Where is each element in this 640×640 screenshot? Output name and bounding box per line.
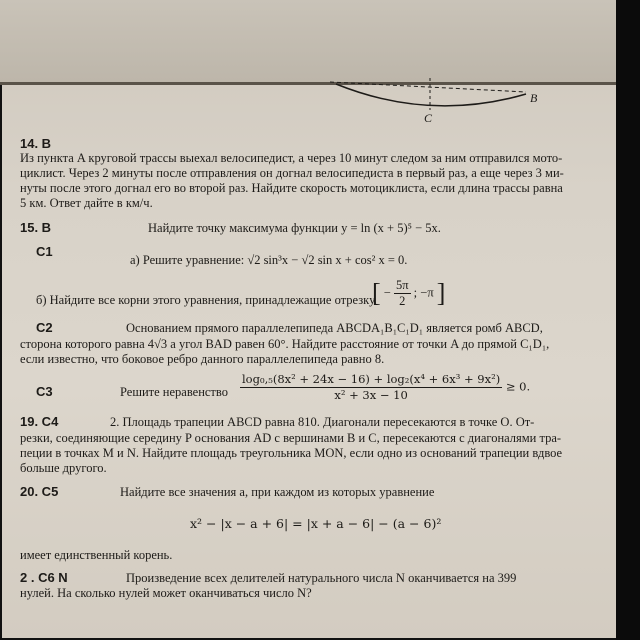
problem-c4-line-1: 2. Площадь трапеции ABCD равна 810. Диагонали пересекаются в точке O. От- <box>110 415 535 429</box>
problem-c3-label: Решите неравенство <box>120 385 228 399</box>
segment-tail: ; −π <box>413 285 434 300</box>
problem-c1-number: C1 <box>36 244 53 259</box>
left-bracket: [ <box>372 278 381 308</box>
dark-border <box>616 0 640 640</box>
problem-c4-line-3: пеции в точках M и N. Найдите площадь треугольника MON, если одно из оснований трапеции вдвое <box>20 446 563 460</box>
problem-c6-line-2: нулей. На сколько нулей может оканчиваться число N? <box>20 586 312 600</box>
problem-14-number: 14. B <box>20 136 52 151</box>
problem-c1-part-b: б) Найдите все корни этого уравнения, принадлежащие отрезку <box>36 293 376 307</box>
inequality-numerator: log₀,₅(8x² + 24x − 16) + log₂(x⁴ + 6x³ + 9x²) <box>242 372 501 386</box>
problem-c4-line-4: больше другого. <box>20 461 107 475</box>
problem-15-number: 15. B <box>20 220 52 235</box>
problem-14-line-3: нуты после этого догнал его во второй раз. Найдите скорость мотоциклиста, если длина трассы равна <box>20 181 563 195</box>
problem-c2-line-2: сторона которого равна 4√3 а угол BAD равен 60°. Найдите расстояние от точки A до прямой C₁D₁, <box>20 337 550 351</box>
problem-14-line-2: циклист. Через 2 минуты после отправления он догнал велосипедиста в первый раз, а еще через 3 ми- <box>20 166 564 180</box>
problem-c2-line-3: если известно, что боковое ребро данного параллелепипеда равно 8. <box>20 352 385 366</box>
problem-14-line-1: Из пункта A круговой трассы выехал велосипедист, а через 10 минут следом за ним отправился мото- <box>20 151 563 165</box>
problem-c5-line-1: Найдите все значения a, при каждом из которых уравнение <box>120 485 435 499</box>
inequality-tail: ≥ 0. <box>505 379 531 394</box>
point-c-label: C <box>424 111 433 125</box>
segment-numerator: 5π <box>395 278 409 292</box>
problem-c6-number: 2 . C6 N <box>20 570 68 585</box>
inequality-fraction <box>240 372 502 403</box>
problem-c1-part-a: а) Решите уравнение: √2 sin³x − √2 sin x + cos² x = 0. <box>130 253 408 267</box>
segment-denominator: 2 <box>399 294 406 308</box>
problem-c3-number: C3 <box>36 384 53 399</box>
right-bracket: ] <box>436 278 446 308</box>
problem-14-line-4: 5 км. Ответ дайте в км/ч. <box>20 196 153 210</box>
problem-c6-line-1: Произведение всех делителей натурального числа N оканчивается на 399 <box>126 571 517 585</box>
segment-fraction <box>394 278 411 309</box>
diameter-line <box>330 82 526 92</box>
problem-c5-equation: x² − |x − a + 6| = |x + a − 6| − (a − 6)² <box>190 516 442 531</box>
problem-c5-line-2: имеет единственный корень. <box>20 548 173 562</box>
problem-c5-number: 20. C5 <box>20 484 59 499</box>
problem-c4-number: 19. C4 <box>20 414 59 429</box>
problem-c2-line-1: Основанием прямого параллелепипеда ABCDA₁B₁C₁D₁ является ромб ABCD, <box>126 321 543 335</box>
problem-c3-inequality <box>240 372 530 403</box>
problem-c2-number: C2 <box>36 320 53 335</box>
point-b-label: B <box>530 91 538 105</box>
cone-base-figure <box>330 78 560 128</box>
problem-c4-line-2: резки, соединяющие середину P основания AD с вершинами B и C, пересекаются с диагоналями тра- <box>20 431 562 445</box>
problem-c1-segment: [ − $\frac{5\pi}{2}$ ; −π ] <box>372 278 446 308</box>
problem-15-text: Найдите точку максимума функции y = ln (x + 5)⁵ − 5x. <box>148 221 441 235</box>
upper-page <box>0 0 640 82</box>
inequality-denominator: x² + 3x − 10 <box>334 388 408 402</box>
